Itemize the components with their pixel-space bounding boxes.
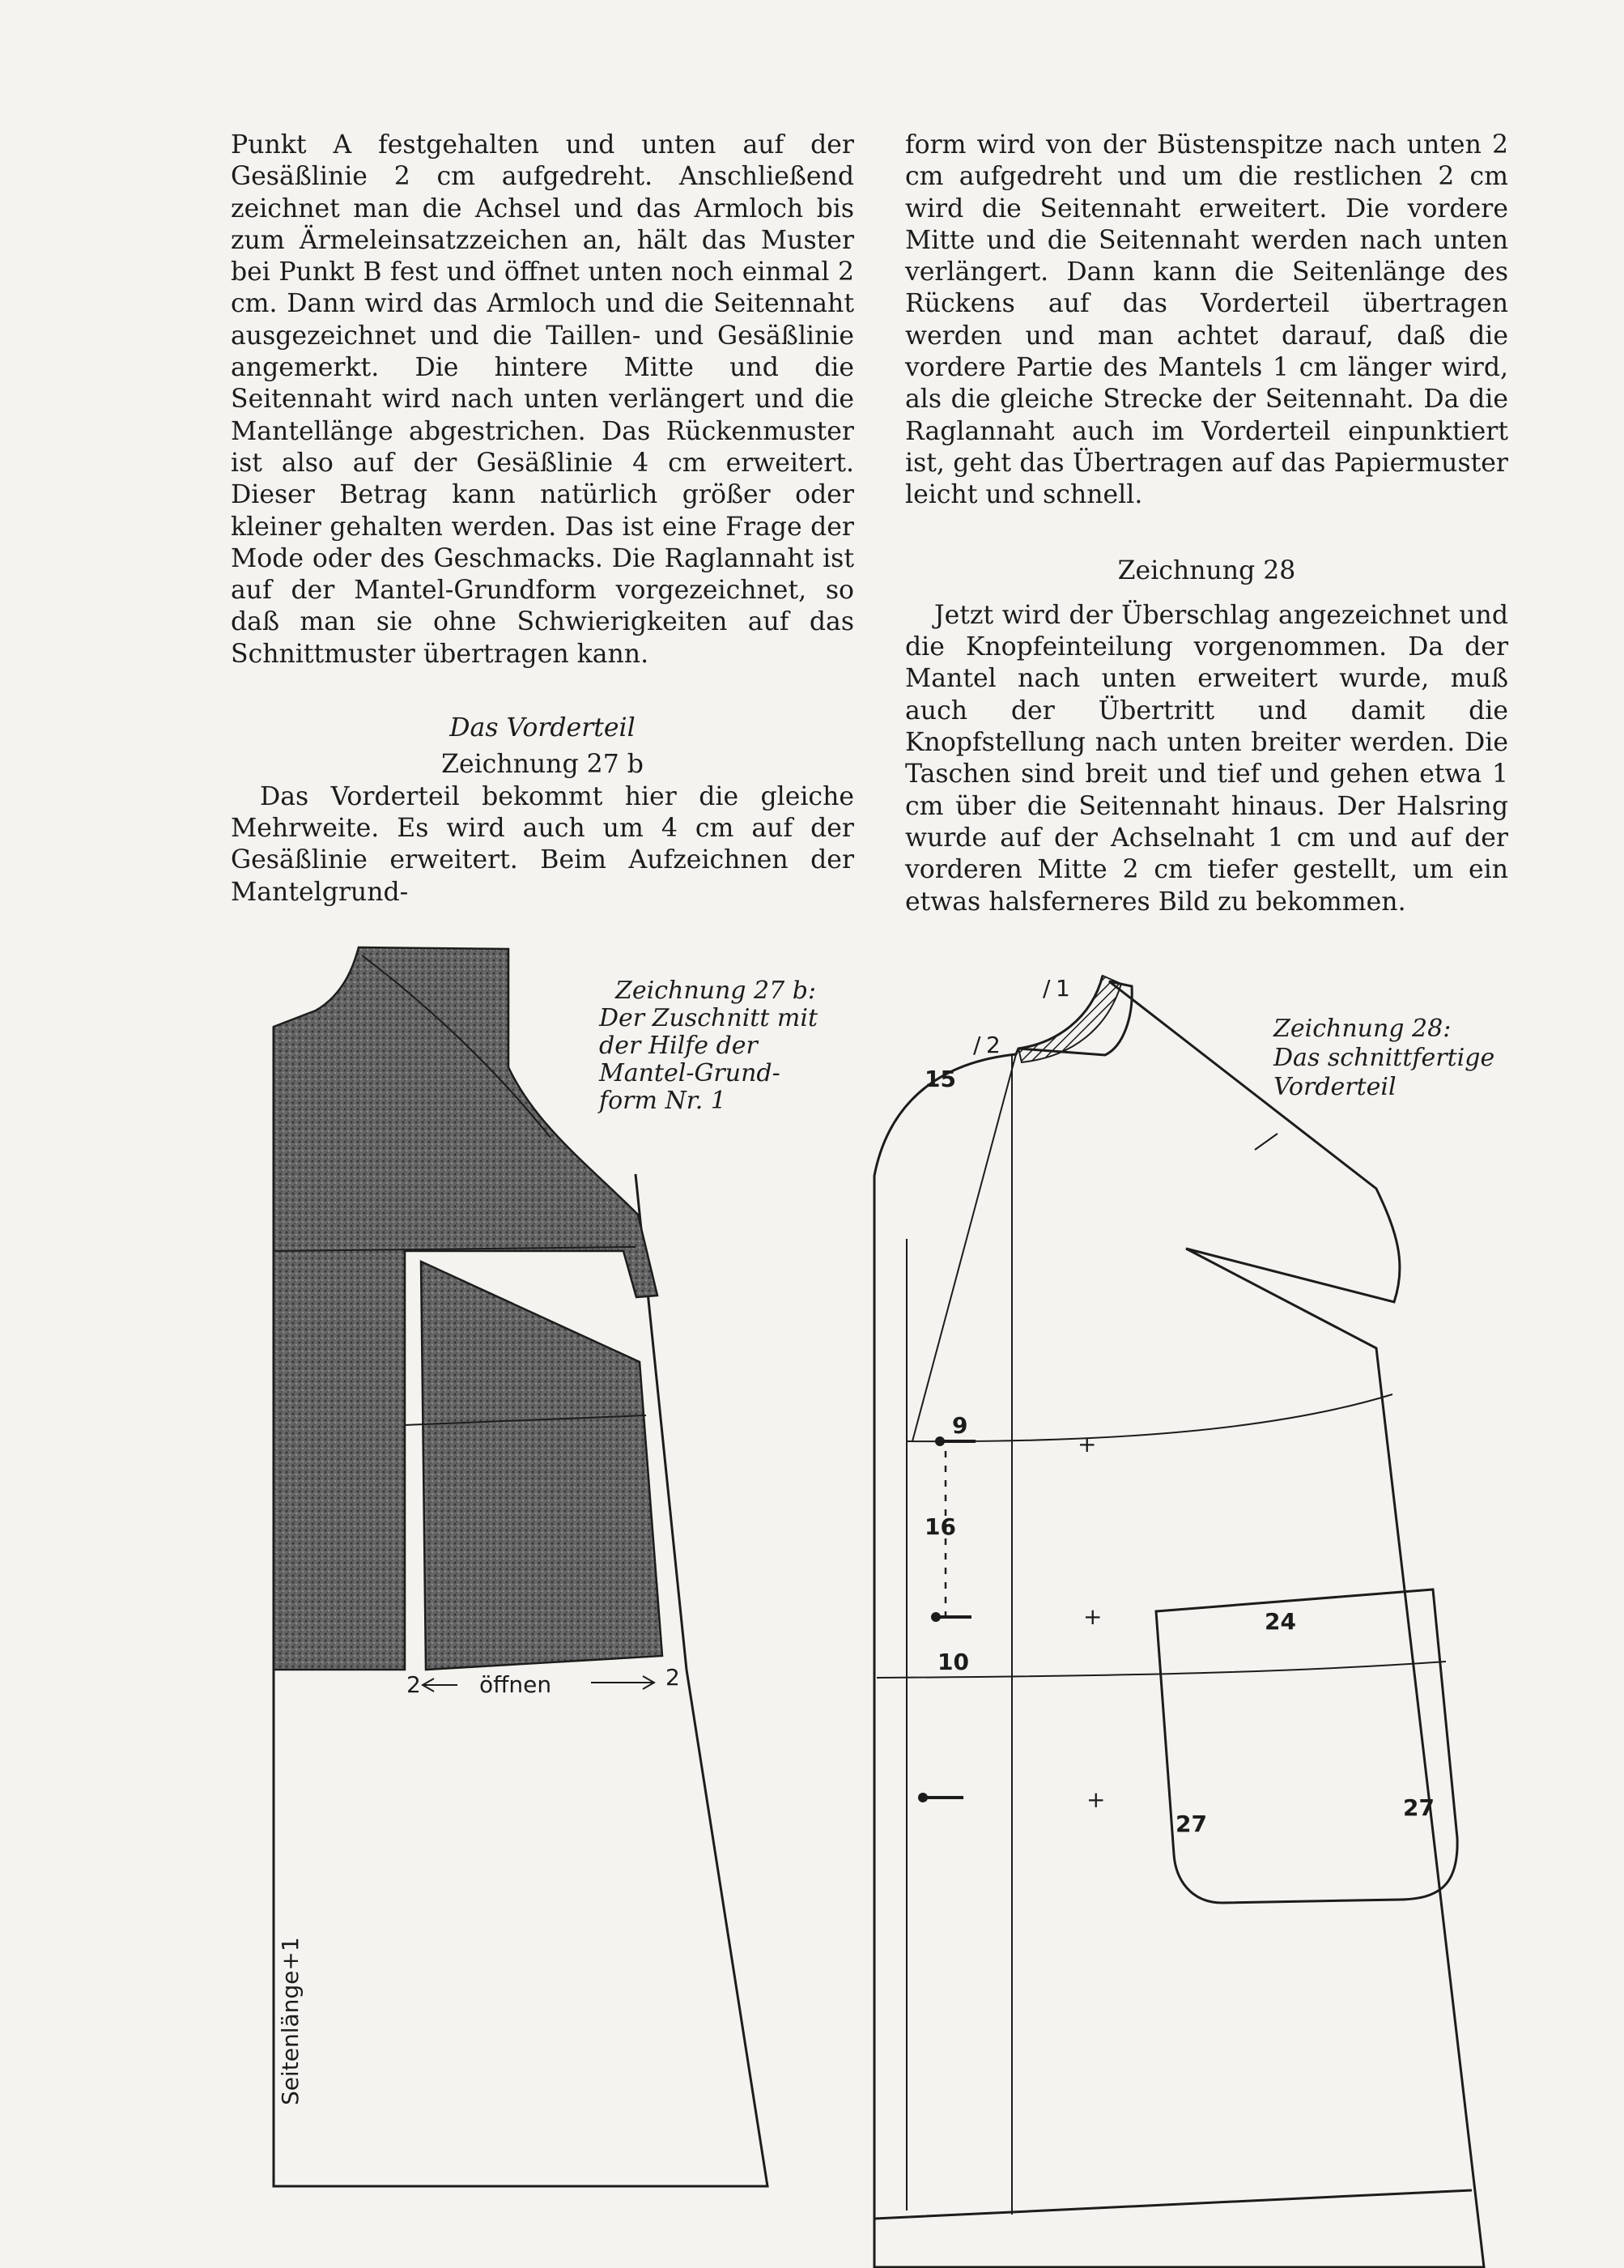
right-paragraph-2: Jetzt wird der Überschlag angezeichnet und die Knopfeinteilung vorgenommen. Da der Mantel nach unten erweitert wurde, muß auch der Übertritt und damit die Knopfstellung nach unten breiter werden. Die Taschen sind breit und tief und gehen etwa 1 cm über die Seitennaht hinaus. Der Halsring wurde auf der Achselnaht 1 cm und auf der vorderen Mitte 2 cm tiefer gestellt, um ein etwas halsferneres Bild zu bekommen. [905, 600, 1508, 917]
left-paragraph-1: Punkt A festgehalten und unten auf der Gesäßlinie 2 cm aufgedreht. Anschließend zeichnet man die Achsel und das Armloch bis zum Ärmeleinsatzzeichen an, hält das Muster bei Punkt B fest und öffnet unten noch einmal 2 cm. Dann wird das Armloch und die Seitennaht ausgezeichnet und die Taillen- und Gesäßlinie angemerkt. Die hintere Mitte und die Seitennaht wird nach unten verlängert und die Mantellänge abgestrichen. Das Rückenmuster ist also auf der Gesäßlinie 4 cm erweitert. Dieser Betrag kann natürlich größer oder kleiner gehalten werden. Das ist eine Frage der Mode oder des Geschmacks. Die Raglannaht ist auf der Mantel-Grundform vorgezeichnet, so daß man sie ohne Schwierigkeiten auf das Schnittmuster übertragen kann. [231, 130, 854, 669]
right-paragraph-1: form wird von der Büstenspitze nach unten 2 cm aufgedreht und um die restlichen 2 cm wird die Seitennaht erweitert. Die vordere Mitte und die Seitennaht werden nach unten verlängert. Dann kann die Seitenlänge des Rückens auf das Vorderteil übertragen werden und man achtet darauf, daß die vordere Partie des Mantels 1 cm länger wird, als die gleiche Strecke der Seitennaht. Da die Raglannaht auch im Vorderteil einpunktiert ist, geht das Übertragen auf das Papiermuster leicht und schnell. [905, 130, 1508, 510]
figure-28-outline [874, 981, 1484, 2267]
subheading-zeichnung-27b: Zeichnung 27 b [441, 750, 644, 780]
figure-27b-label-side-length: Seitenlänge+1 [277, 1937, 304, 2105]
figure-28-caption-1: Zeichnung 28: [1273, 1015, 1452, 1043]
figure-28-lower-edge [874, 2190, 1472, 2267]
figure-27b-caption-3: der Hilfe der [599, 1032, 758, 1060]
figure-28-tick-mark [1255, 1134, 1278, 1150]
subheading-zeichnung-28: Zeichnung 28 [1117, 555, 1296, 585]
figure-28-label-9: 9 [952, 1412, 968, 1439]
figure-28-caption-2: Das schnittfertige [1273, 1044, 1495, 1072]
figure-28-caption-3: Vorderteil [1273, 1073, 1397, 1101]
figure-28-cross-3: + [1086, 1786, 1106, 1813]
figure-28-label-27-left: 27 [1175, 1811, 1207, 1837]
figure-28-label-16: 16 [925, 1513, 956, 1540]
figure-27b-label-offnen: öffnen [479, 1671, 552, 1698]
figure-28-slash-1: / [1043, 975, 1051, 1002]
figure-27b-caption-4: Mantel-Grund- [599, 1059, 780, 1087]
figure-28-slash-2: / [973, 1032, 981, 1058]
figure-28-label-2: 2 [986, 1032, 1001, 1058]
figure-28-label-15: 15 [925, 1066, 956, 1092]
figure-28-cross-2: + [1083, 1603, 1103, 1630]
figure-28-label-24: 24 [1265, 1608, 1296, 1635]
figure-28-pocket-shape [1156, 1589, 1457, 1903]
figure-27b-label-2-right: 2 [665, 1664, 680, 1691]
figure-27b-caption-5: form Nr. 1 [599, 1087, 726, 1115]
figure-27b-caption-1: Zeichnung 27 b: [615, 977, 817, 1005]
section-heading-vorderteil: Das Vorderteil [449, 713, 636, 743]
figure-28-cross-1: + [1078, 1431, 1097, 1457]
figure-27b-shaded-lower [421, 1262, 662, 1670]
figure-27b [274, 947, 818, 2186]
figure-28-bust-line [907, 1394, 1392, 1441]
figure-28-label-10: 10 [937, 1649, 969, 1675]
figure-28 [874, 975, 1494, 2267]
figure-28-label-27-right: 27 [1403, 1794, 1435, 1821]
figure-28-label-1: 1 [1056, 975, 1070, 1002]
figure-28-raglan-line [912, 1054, 1016, 1441]
figure-27b-caption-2: Der Zuschnitt mit [599, 1004, 818, 1032]
left-paragraph-2: Das Vorderteil bekommt hier die gleiche Mehrweite. Es wird auch um 4 cm auf der Gesäßlinie erweitert. Beim Aufzeichnen der Mantelgrund- [231, 781, 854, 907]
figure-27b-label-2-left: 2 [406, 1671, 421, 1698]
